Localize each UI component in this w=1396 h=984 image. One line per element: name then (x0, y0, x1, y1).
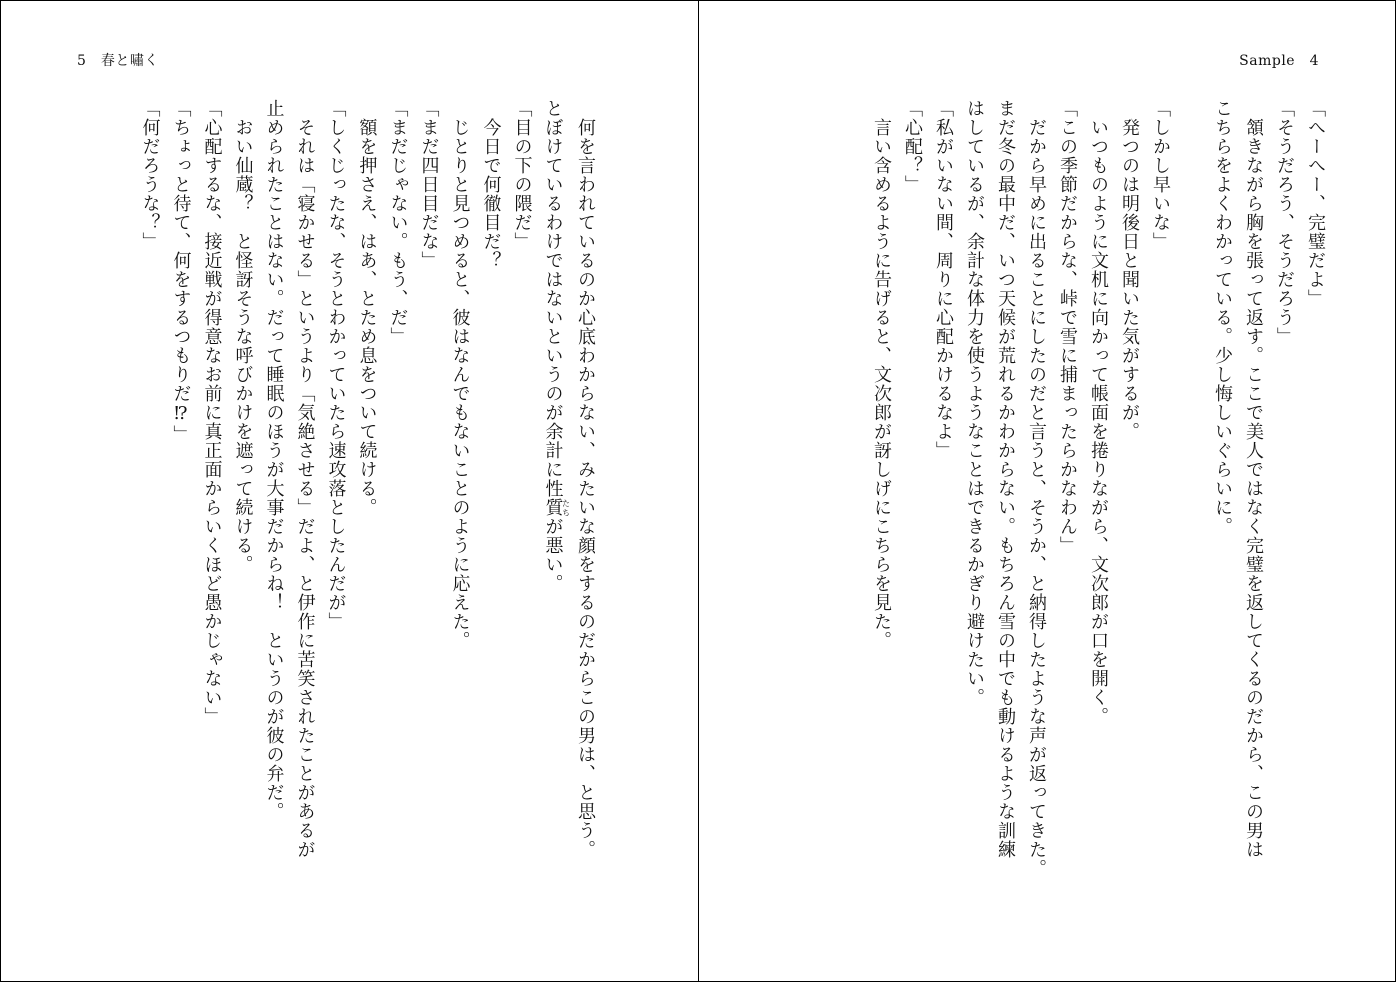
right-line-12: はしているが、余計な体力を使うようなことはできるかぎり避けたい。 (964, 99, 985, 707)
left-line-7: 「まだじゃない。もう、だ」 (387, 99, 409, 346)
left-line-2-tail: が悪い。 (542, 517, 564, 593)
right-line-10: だから早めに出ることにしたのだと言うと、そうか、と納得したような声が返ってきた。 (1026, 99, 1047, 878)
right-line-11: まだ冬の最中だ、いつ天候が荒れるかわからない。もちろん雪の中でも動けるような訓練 (995, 99, 1016, 859)
ruby-base: 質 (542, 498, 564, 517)
ruby-tachi (542, 498, 571, 517)
right-line-13: 「私がいない間、周りに心配かけるなよ」 (933, 99, 954, 460)
right-line-2: 「そうだろう、そうだろう」 (1274, 99, 1295, 346)
left-line-6: 「まだ四日目だな」 (418, 99, 440, 270)
left-line-14: 「ちょっと待て、何をするつもりだ⁉」 (170, 99, 192, 444)
ruby-reading: たち (561, 498, 571, 517)
left-line-11: 止められたことはない。だって睡眠のほうが大事だからね！ というのが彼の弁だ。 (263, 99, 285, 821)
left-line-5: じとりと見つめると、彼はなんでもないことのように応えた。 (449, 99, 471, 650)
right-line-5 (1176, 99, 1207, 919)
right-page-body (807, 99, 1331, 919)
right-page-header: Sample 4 (1239, 53, 1319, 69)
left-line-2 (538, 99, 571, 919)
right-line-1: 「へーへー、完璧だよ」 (1305, 99, 1326, 308)
left-line-8: 額を押さえ、はあ、とため息をついて続ける。 (356, 99, 378, 517)
right-line-4: こちらをよくわかっている。少し悔しいぐらいに。 (1212, 99, 1233, 536)
left-line-3: 「目の下の隈だ」 (511, 99, 533, 251)
right-line-14: 「心配？」 (902, 99, 923, 194)
right-line-9: 「この季節だからな、峠で雪に捕まったらかなわん」 (1057, 99, 1078, 555)
right-line-8: いつものように文机に向かって帳面を捲りながら、文次郎が口を開く。 (1088, 99, 1109, 726)
left-line-12: おい仙蔵？ と怪訝そうな呼びかけを遮って続ける。 (232, 99, 254, 574)
left-line-9: 「しくじったな、そうとわかっていたら速攻落としたんだが」 (325, 99, 347, 631)
left-line-10: それは「寝かせる」というより「気絶させる」だよ、と伊作に苦笑されたことがあるが (294, 99, 316, 859)
right-line-3: 頷きながら胸を張って返す。ここで美人ではなく完璧を返してくるのだから、この男は (1243, 99, 1264, 859)
left-line-15: 「何だろうな？」 (139, 99, 161, 251)
left-page-header: 5 春と嘯く (77, 53, 159, 69)
left-page (0, 0, 699, 982)
right-line-7: 発つのは明後日と聞いた気がするが。 (1119, 99, 1140, 441)
right-page (698, 0, 1396, 982)
left-line-2-text: とぼけているわけではないというのが余計に性 (542, 99, 564, 498)
right-line-6: 「しかし早いな」 (1150, 99, 1171, 251)
right-line-15: 言い含めるように告げると、文次郎が訝しげにこちらを見た。 (871, 99, 892, 650)
left-line-1: 何を言われているのか心底わからない、みたいな顔をするのだからこの男は、と思う。 (575, 99, 596, 859)
left-line-4: 今日で何徹目だ？ (480, 99, 502, 270)
left-line-13: 「心配するな、接近戦が得意なお前に真正面からいくほど愚かじゃない」 (201, 99, 223, 726)
left-page-body (81, 99, 601, 919)
